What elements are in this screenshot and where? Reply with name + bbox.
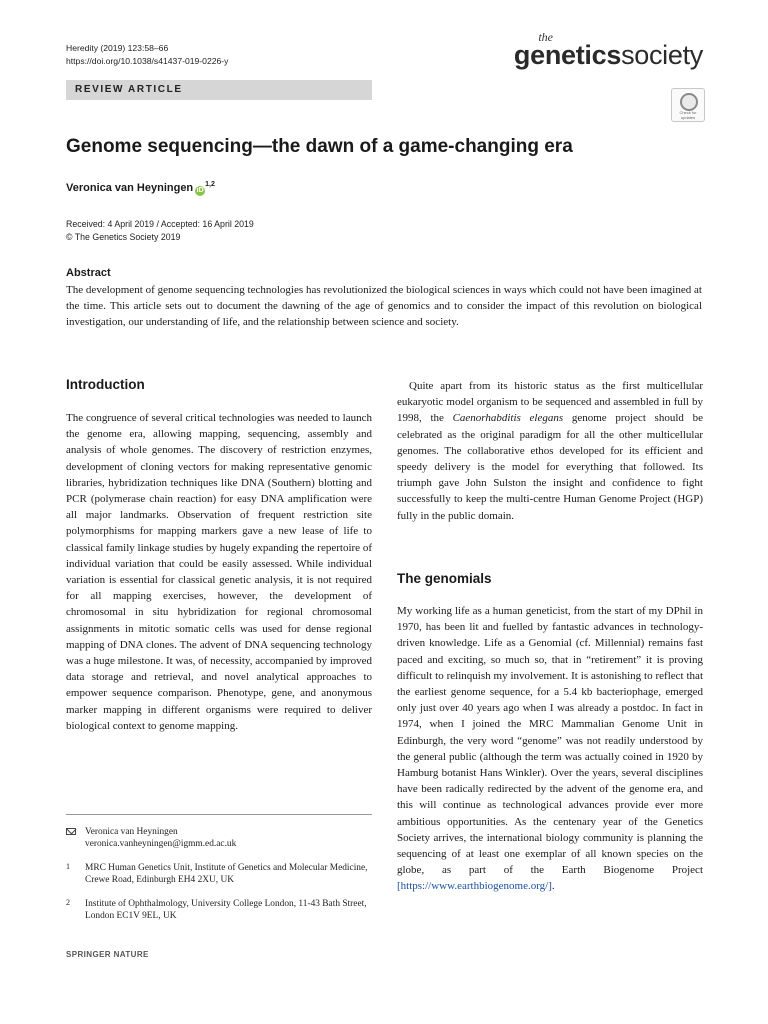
affiliation-footnote-1 (66, 862, 372, 886)
logo-genetics: genetics (513, 40, 622, 70)
journal-citation: Heredity (2019) 123:58–66 (66, 43, 169, 53)
orcid-icon[interactable]: iD (196, 187, 204, 194)
contact-footnote (66, 826, 372, 850)
introduction-body: The congruence of several critical technologies was needed to launch the genome era, allowing mapping, sequencing, assembly and analysis of whole genomes. The discovery of restriction enzymes, development of cloning vectors for making representative genomic libraries, hybridization techniques like DNA (Southern) blotting and PCR (polymerase chain reaction) for easy DNA amplification were all major landmarks. Observation of frequent restriction site polymorphisms for mapping markers gave a new lease of life to classical family linkage studies by hugely expanding the repertoire of individual variation that could be easily assessed. While individual variation is essential for classical genetic analysis, it is not required for all mapping exercises, however, the development of chromosomal in situ hybridization for regional chromosomal assignments in mitotic somatic cells was used for dense regional mapping of DNA clones. The advent of DNA sequencing technology was a huge milestone. It was, of necessity, accompanied by improved data storage and retrieval, and novel analytical approaches to empower sequence comparison. Phenotype, gene, and anonymous marker mapping in different organisms were required to deliver biological context to genome mapping. (66, 412, 372, 732)
footnotes (66, 826, 372, 934)
abstract-text: The development of genome sequencing technologies has revolutionized the biological sciences in ways which could not have been imagined at the time. This article sets out to document the dawning of the age of genomics and to consider the impact of this revolution on biological investigation, our understanding of life, and the relationship between science and society. (66, 284, 702, 329)
contact-name: Veronica van Heyningen (85, 827, 178, 837)
article-title: Genome sequencing—the dawn of a game-changing era (66, 136, 573, 157)
c-elegans-paragraph (397, 378, 703, 524)
contact-email[interactable]: veronica.vanheyningen@igmm.ed.ac.uk (85, 839, 237, 849)
affiliation-1: MRC Human Genetics Unit, Institute of Genetics and Molecular Medicine, Crewe Road, Edinburgh EH4 2XU, UK (85, 863, 368, 885)
footnote-mark-2: 2 (66, 898, 70, 907)
author-affiliation-marks: 1,2 (205, 181, 215, 188)
citation-block (66, 42, 228, 68)
introduction-heading: Introduction (66, 377, 145, 392)
author-line (66, 181, 215, 196)
article-type-label: REVIEW ARTICLE (75, 84, 183, 95)
genomials-body (397, 603, 703, 895)
logo-the: the (538, 30, 553, 44)
abstract-heading: Abstract (66, 267, 111, 279)
doi-link[interactable]: https://doi.org/10.1038/s41437-019-0226-y (66, 56, 229, 66)
footnote-divider (66, 814, 372, 815)
genomials-text: My working life as a human geneticist, from the start of my DPhil in 1970, has been lit and fuelled by fantastic advances in technology-driven knowledge. Life as a Genomial (cf. Millennial) remains fast paced and exciting, so much so, that in “retirement” it is proving difficult to relinquish my involvement. It is astonishing to reflect that the earliest genome sequence, for a 5.4 kb bacteriophage, emerged only just over 40 years ago when I was already a postdoc. In fact in 1974, when I joined the MRC Mammalian Genome Unit in Edinburgh, the very word “genome” was not readily understood by the general public (although the term was actually coined in 1920 by Hamburg botanist Hans Winkler). Over the years, several disciplines have been radically redirected by the advent of the genome era, and this will continue as technological advances provide ever more ambitious opportunities. As the centenary year of the Genetics Society arrives, the international biology community is planning the sequencing of at least one exemplar of all known species on the globe, as part of the Earth Biogenome Project (397, 605, 703, 877)
genomials-end: . (551, 880, 555, 893)
earth-biogenome-link[interactable]: [https://www.earthbiogenome.org/] (397, 880, 552, 893)
check-updates-label: Check for updates (679, 110, 697, 120)
affiliation-footnote-2 (66, 898, 372, 922)
author-name[interactable]: Veronica van Heyningen (66, 182, 194, 194)
paragraph-text-start: Quite apart from its historic status as the first multicellular eukaryotic model organism to be sequenced and assembled in full by 1998, the (397, 380, 703, 425)
copyright-line: © The Genetics Society 2019 (66, 232, 181, 242)
received-accepted-dates: Received: 4 April 2019 / Accepted: 16 April 2019 (66, 219, 254, 229)
check-updates-icon (680, 93, 698, 111)
genomials-heading: The genomials (397, 571, 492, 586)
affiliation-2: Institute of Ophthalmology, University College London, 11-43 Bath Street, London EC1V 9EL, UK (85, 899, 367, 921)
check-for-updates-badge[interactable] (671, 88, 705, 122)
dates-block (66, 218, 254, 244)
paragraph-text-end: genome project should be celebrated as the original paradigm for all the other multicellular genomes. The collaborative ethos developed for its efficient and speedy delivery is the model for everything that followed. Its triumph gave John Sulston the insight and confidence to fight successfully to keep the multi-centre Human Genome Project (HGP) fully in the public domain. (397, 412, 703, 522)
envelope-icon (66, 828, 76, 835)
footnote-mark-1: 1 (66, 862, 70, 871)
publisher-logo: SPRINGER NATURE (66, 950, 149, 959)
genetics-society-logo (514, 30, 703, 71)
logo-society: society (621, 40, 703, 70)
species-name: Caenorhabditis elegans (452, 412, 564, 425)
